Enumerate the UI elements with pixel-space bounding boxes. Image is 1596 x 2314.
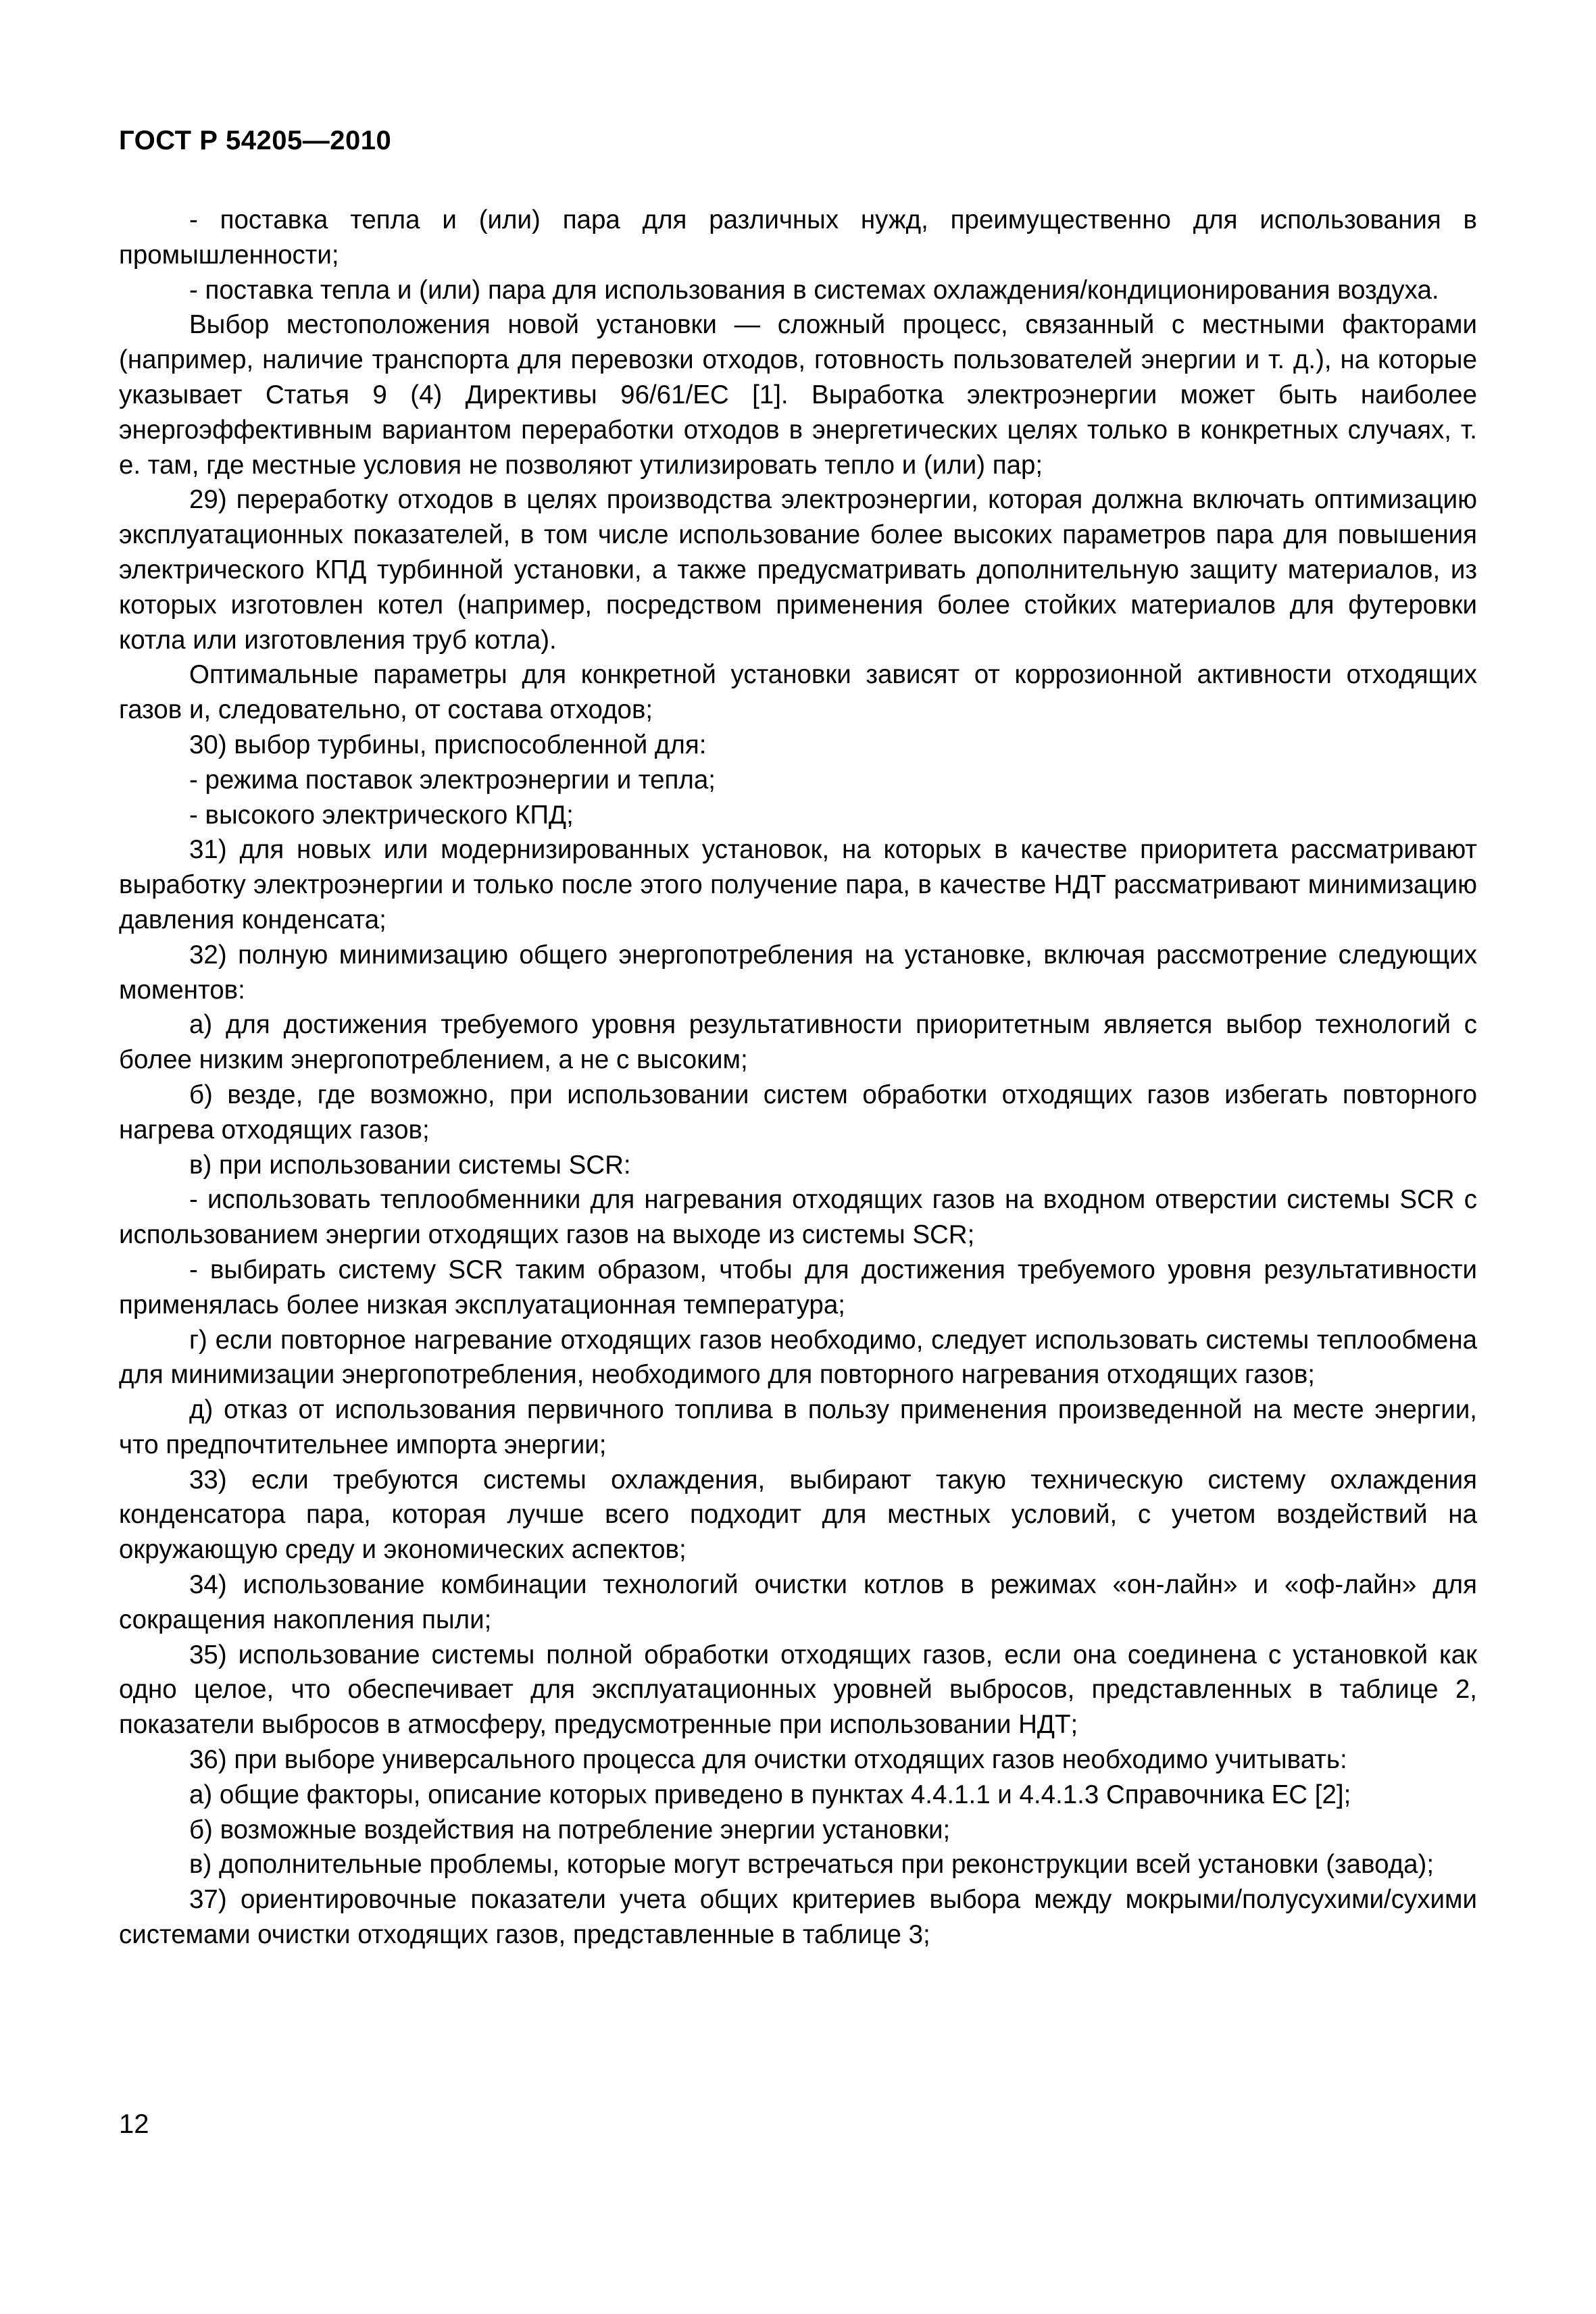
paragraph: - выбирать систему SCR таким образом, чтобы для достижения требуемого уровня результативности применялась более низкая эксплуатационная температура;	[119, 1255, 1477, 1319]
paragraph: Оптимальные параметры для конкретной установки зависят от коррозионной активности отходящих газов и, следовательно, от состава отходов;	[119, 660, 1477, 725]
paragraph: - поставка тепла и (или) пара для различных нужд, преимущественно для использования в промышленности;	[119, 205, 1477, 270]
paragraph: 29) переработку отходов в целях производства электроэнергии, которая должна включать оптимизацию эксплуатационных показателей, в том числе использование более высоких параметров пара для повышения электрического КПД турбинной установки, а также предусматривать дополнительную защиту материалов, из которых изготовлен котел (например, посредством применения более стойких материалов для футеровки котла или изготовления труб котла).	[119, 485, 1477, 655]
page-number: 12	[119, 2109, 149, 2139]
paragraph: - поставка тепла и (или) пара для использования в системах охлаждения/кондиционирования воздуха.	[189, 275, 1439, 305]
paragraph: 30) выбор турбины, приспособленной для:	[189, 730, 707, 759]
paragraph: 36) при выборе универсального процесса для очистки отходящих газов необходимо учитывать:	[189, 1745, 1347, 1775]
body-text	[119, 203, 1477, 1953]
paragraph: 32) полную минимизацию общего энергопотребления на установке, включая рассмотрение следующих моментов:	[119, 940, 1477, 1005]
paragraph: г) если повторное нагревание отходящих газов необходимо, следует использовать системы теплообмена для минимизации энергопотребления, необходимого для повторного нагревания отходящих газов;	[119, 1325, 1477, 1390]
paragraph: в) при использовании системы SCR:	[189, 1150, 631, 1180]
paragraph: 37) ориентировочные показатели учета общих критериев выбора между мокрыми/полусухими/сухими системами очистки отходящих газов, представленные в таблице 3;	[119, 1885, 1477, 1950]
document-header: ГОСТ Р 54205—2010	[119, 126, 392, 155]
paragraph: - высокого электрического КПД;	[189, 800, 574, 830]
paragraph: а) для достижения требуемого уровня результативности приоритетным является выбор технологий с более низким энергопотреблением, а не с высоким;	[119, 1010, 1477, 1075]
paragraph: 33) если требуются системы охлаждения, выбирают такую техническую систему охлаждения конденсатора пара, которая лучше всего подходит для местных условий, с учетом воздействий на окружающую среду и экономических аспектов;	[119, 1465, 1477, 1565]
paragraph: а) общие факторы, описание которых приведено в пунктах 4.4.1.1 и 4.4.1.3 Справочника ЕС [2];	[189, 1780, 1351, 1809]
paragraph: 31) для новых или модернизированных установок, на которых в качестве приоритета рассматривают выработку электроэнергии и только после этого получение пара, в качестве НДТ рассматривают минимизацию давления конденсата;	[119, 835, 1477, 934]
paragraph: - режима поставок электроэнергии и тепла;	[189, 765, 716, 795]
paragraph: б) везде, где возможно, при использовании систем обработки отходящих газов избегать повторного нагрева отходящих газов;	[119, 1080, 1477, 1145]
paragraph: Выбор местоположения новой установки — сложный процесс, связанный с местными факторами (например, наличие транспорта для перевозки отходов, готовность пользователей энергии и т. д.), на которые указывает Статья 9 (4) Директивы 96/61/ЕС [1]. Выработка электроэнергии может быть наиболее энергоэффективным вариантом переработки отходов в энергетических целях только в конкретных случаях, т. е. там, где местные условия не позволяют утилизировать тепло и (или) пар;	[119, 310, 1477, 480]
paragraph: в) дополнительные проблемы, которые могут встречаться при реконструкции всей установки (завода);	[189, 1850, 1435, 1880]
paragraph: 35) использование системы полной обработки отходящих газов, если она соединена с установкой как одно целое, что обеспечивает для эксплуатационных уровней выбросов, представленных в таблице 2, показатели выбросов в атмосферу, предусмотренные при использовании НДТ;	[119, 1640, 1477, 1740]
paragraph: б) возможные воздействия на потребление энергии установки;	[189, 1815, 951, 1844]
paragraph: д) отказ от использования первичного топлива в пользу применения произведенной на месте энергии, что предпочтительнее импорта энергии;	[119, 1395, 1477, 1459]
paragraph: - использовать теплообменники для нагревания отходящих газов на входном отверстии системы SCR с использованием энергии отходящих газов на выходе из системы SCR;	[119, 1185, 1477, 1250]
paragraph: 34) использование комбинации технологий очистки котлов в режимах «он-лайн» и «оф-лайн» для сокращения накопления пыли;	[119, 1570, 1477, 1634]
